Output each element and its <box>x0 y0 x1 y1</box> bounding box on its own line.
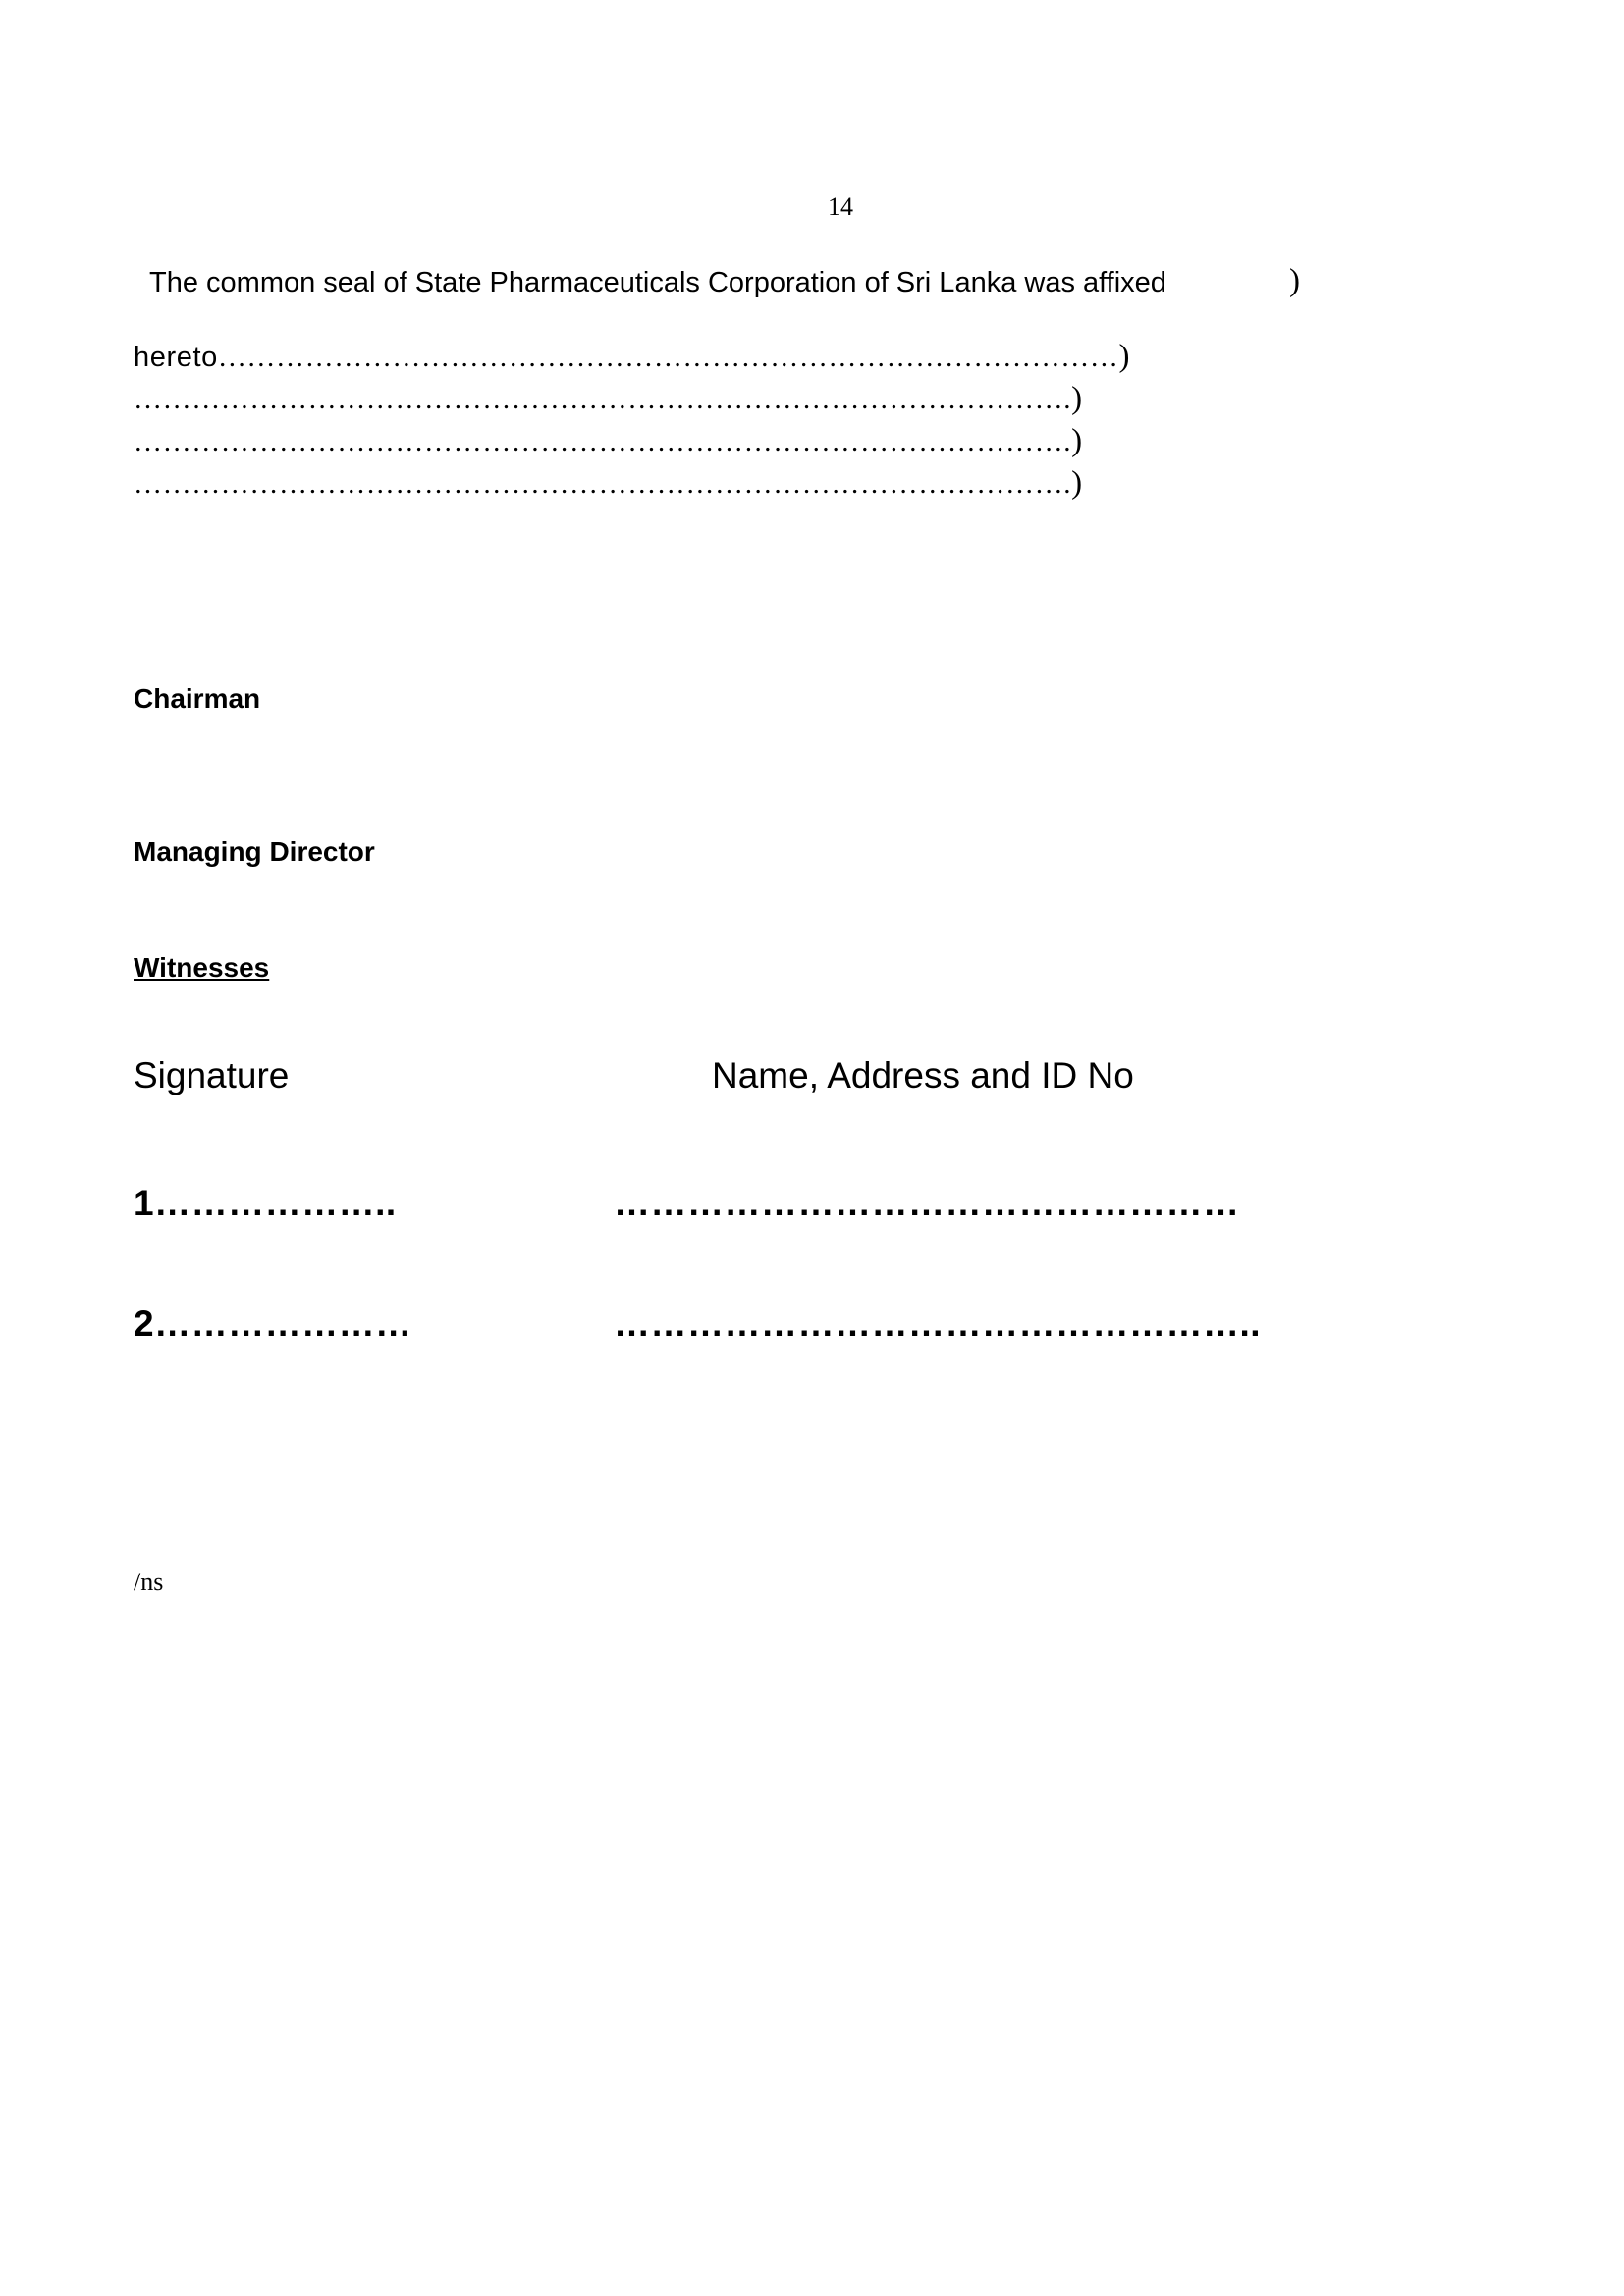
bracket: ) <box>1289 263 1300 298</box>
chairman-label: Chairman <box>134 683 261 714</box>
bracket: ) <box>1071 381 1083 416</box>
hereto-word: hereto <box>134 342 218 373</box>
managing-director-label: Managing Director <box>134 836 375 867</box>
seal-statement: The common seal of State Pharmaceuticals Corporation of Sri Lanka was affixed <box>149 267 1166 298</box>
witness-2-signature-line: 2………………… <box>134 1304 412 1344</box>
name-address-id-column-heading: Name, Address and ID No <box>712 1055 1134 1095</box>
witness-1-details-line: …………………………………………… <box>614 1183 1240 1223</box>
bracket: ) <box>1118 339 1131 374</box>
witnesses-heading: Witnesses <box>134 952 270 983</box>
page-number: 14 <box>828 192 853 221</box>
signature-column-heading: Signature <box>134 1055 290 1095</box>
typist-initials: /ns <box>134 1568 164 1596</box>
dot-line-dots: ……………………………………………………………………………………. <box>134 426 1072 457</box>
bracket: ) <box>1071 423 1083 458</box>
witness-2-details-line: …………………………………………….. <box>614 1304 1262 1344</box>
dot-line-dots: ……………………………………………………………………………………. <box>134 468 1072 500</box>
hereto-line <box>134 339 1130 375</box>
dot-line <box>134 381 1083 417</box>
witness-1-signature-line: 1……………….. <box>134 1183 397 1223</box>
dot-line <box>134 465 1083 502</box>
dot-line <box>134 423 1083 459</box>
bracket: ) <box>1071 465 1083 501</box>
hereto-dots: ………………………………………………………………………………… <box>217 342 1119 373</box>
dot-line-dots: ……………………………………………………………………………………. <box>134 384 1072 415</box>
